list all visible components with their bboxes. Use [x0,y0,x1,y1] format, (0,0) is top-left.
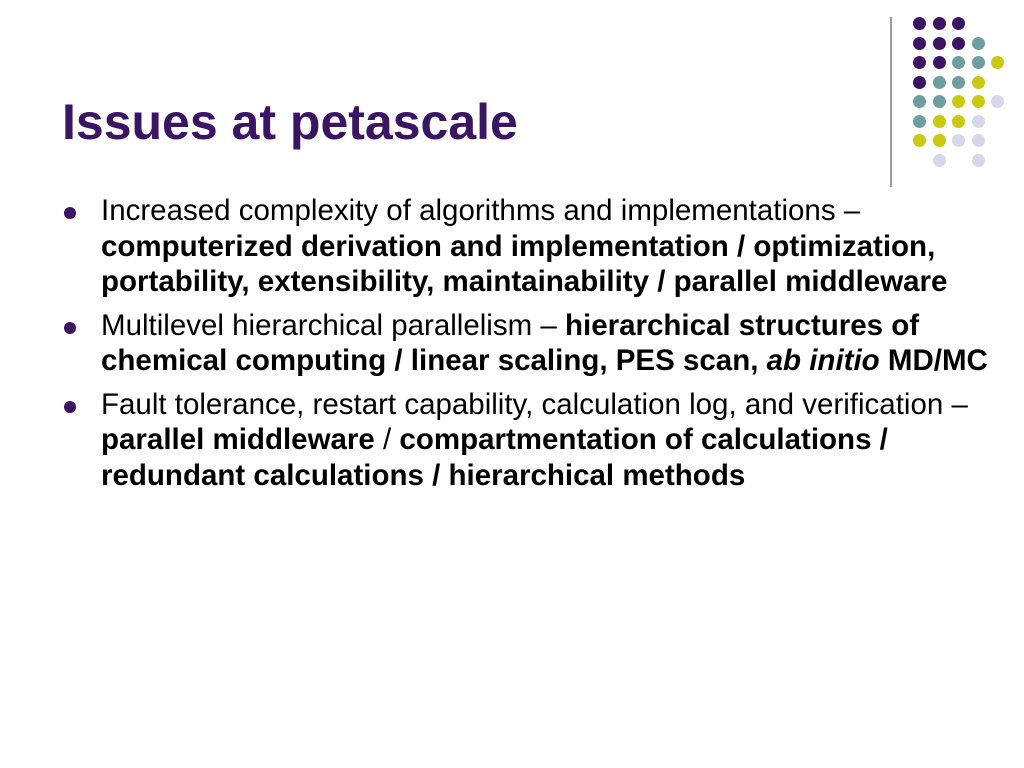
decorative-dot [933,76,946,89]
decorative-dot [913,76,926,89]
bullet-item [62,193,992,300]
decorative-dot [933,154,946,167]
decorative-dot [972,154,985,167]
decorative-dot [913,134,926,147]
decorative-dot [933,95,946,108]
decorative-dot [952,56,965,69]
decorative-dot [952,76,965,89]
bullet-text-bold: hierarchical structures of chemical computing / linear scaling, PES scan, [101,308,920,377]
bullet-text-normal: / [374,423,400,456]
bullet-text-normal: Multilevel hierarchical parallelism – [101,308,565,342]
decorative-dot [933,115,946,128]
decorative-dot [972,95,985,108]
decorative-dot [933,17,946,30]
decorative-dot [933,37,946,50]
decorative-dot [913,115,926,128]
decorative-dot [913,17,926,30]
bullet-text [101,309,988,378]
bullet-dot-icon [64,322,76,334]
title-divider-line [890,17,892,187]
decorative-dot [972,76,985,89]
bullet-dot-icon [64,207,76,219]
decorative-dot [991,95,1004,108]
decorative-dot [991,56,1004,69]
decorative-dot [972,37,985,50]
decorative-dot [913,56,926,69]
bullet-text [101,194,947,298]
decorative-dot [972,56,985,69]
slide-title: Issues at petascale [62,94,518,150]
bullet-list [62,193,992,501]
bullet-dot-icon [64,401,76,413]
bullet-item [62,308,992,379]
decorative-dot [972,115,985,128]
decorative-dot [952,115,965,128]
decorative-dot [913,37,926,50]
bullet-text-bold: compartmentation of calculations / redundant calculations / hierarchical methods [101,423,888,492]
bullet-text-bold-italic: ab initio [766,344,880,377]
decorative-dot [952,17,965,30]
decorative-dot [952,134,965,147]
bullet-text-normal: Increased complexity of algorithms and implementations – [101,194,861,227]
decorative-dot [972,134,985,147]
decorative-dot [913,95,926,108]
bullet-item [62,387,992,494]
decorative-dot [933,134,946,147]
bullet-text-bold: MD/MC [879,344,988,377]
bullet-text-normal: Fault tolerance, restart capability, calculation log, and verification – [101,387,968,421]
bullet-text-bold: computerized derivation and implementation / optimization, portability, extensibility, maintainability / parallel middleware [101,229,948,298]
decorative-dot [952,37,965,50]
decorative-dot [952,95,965,108]
bullet-text [101,388,968,492]
bullet-text-bold: parallel middleware [101,423,375,456]
decorative-dot [933,56,946,69]
